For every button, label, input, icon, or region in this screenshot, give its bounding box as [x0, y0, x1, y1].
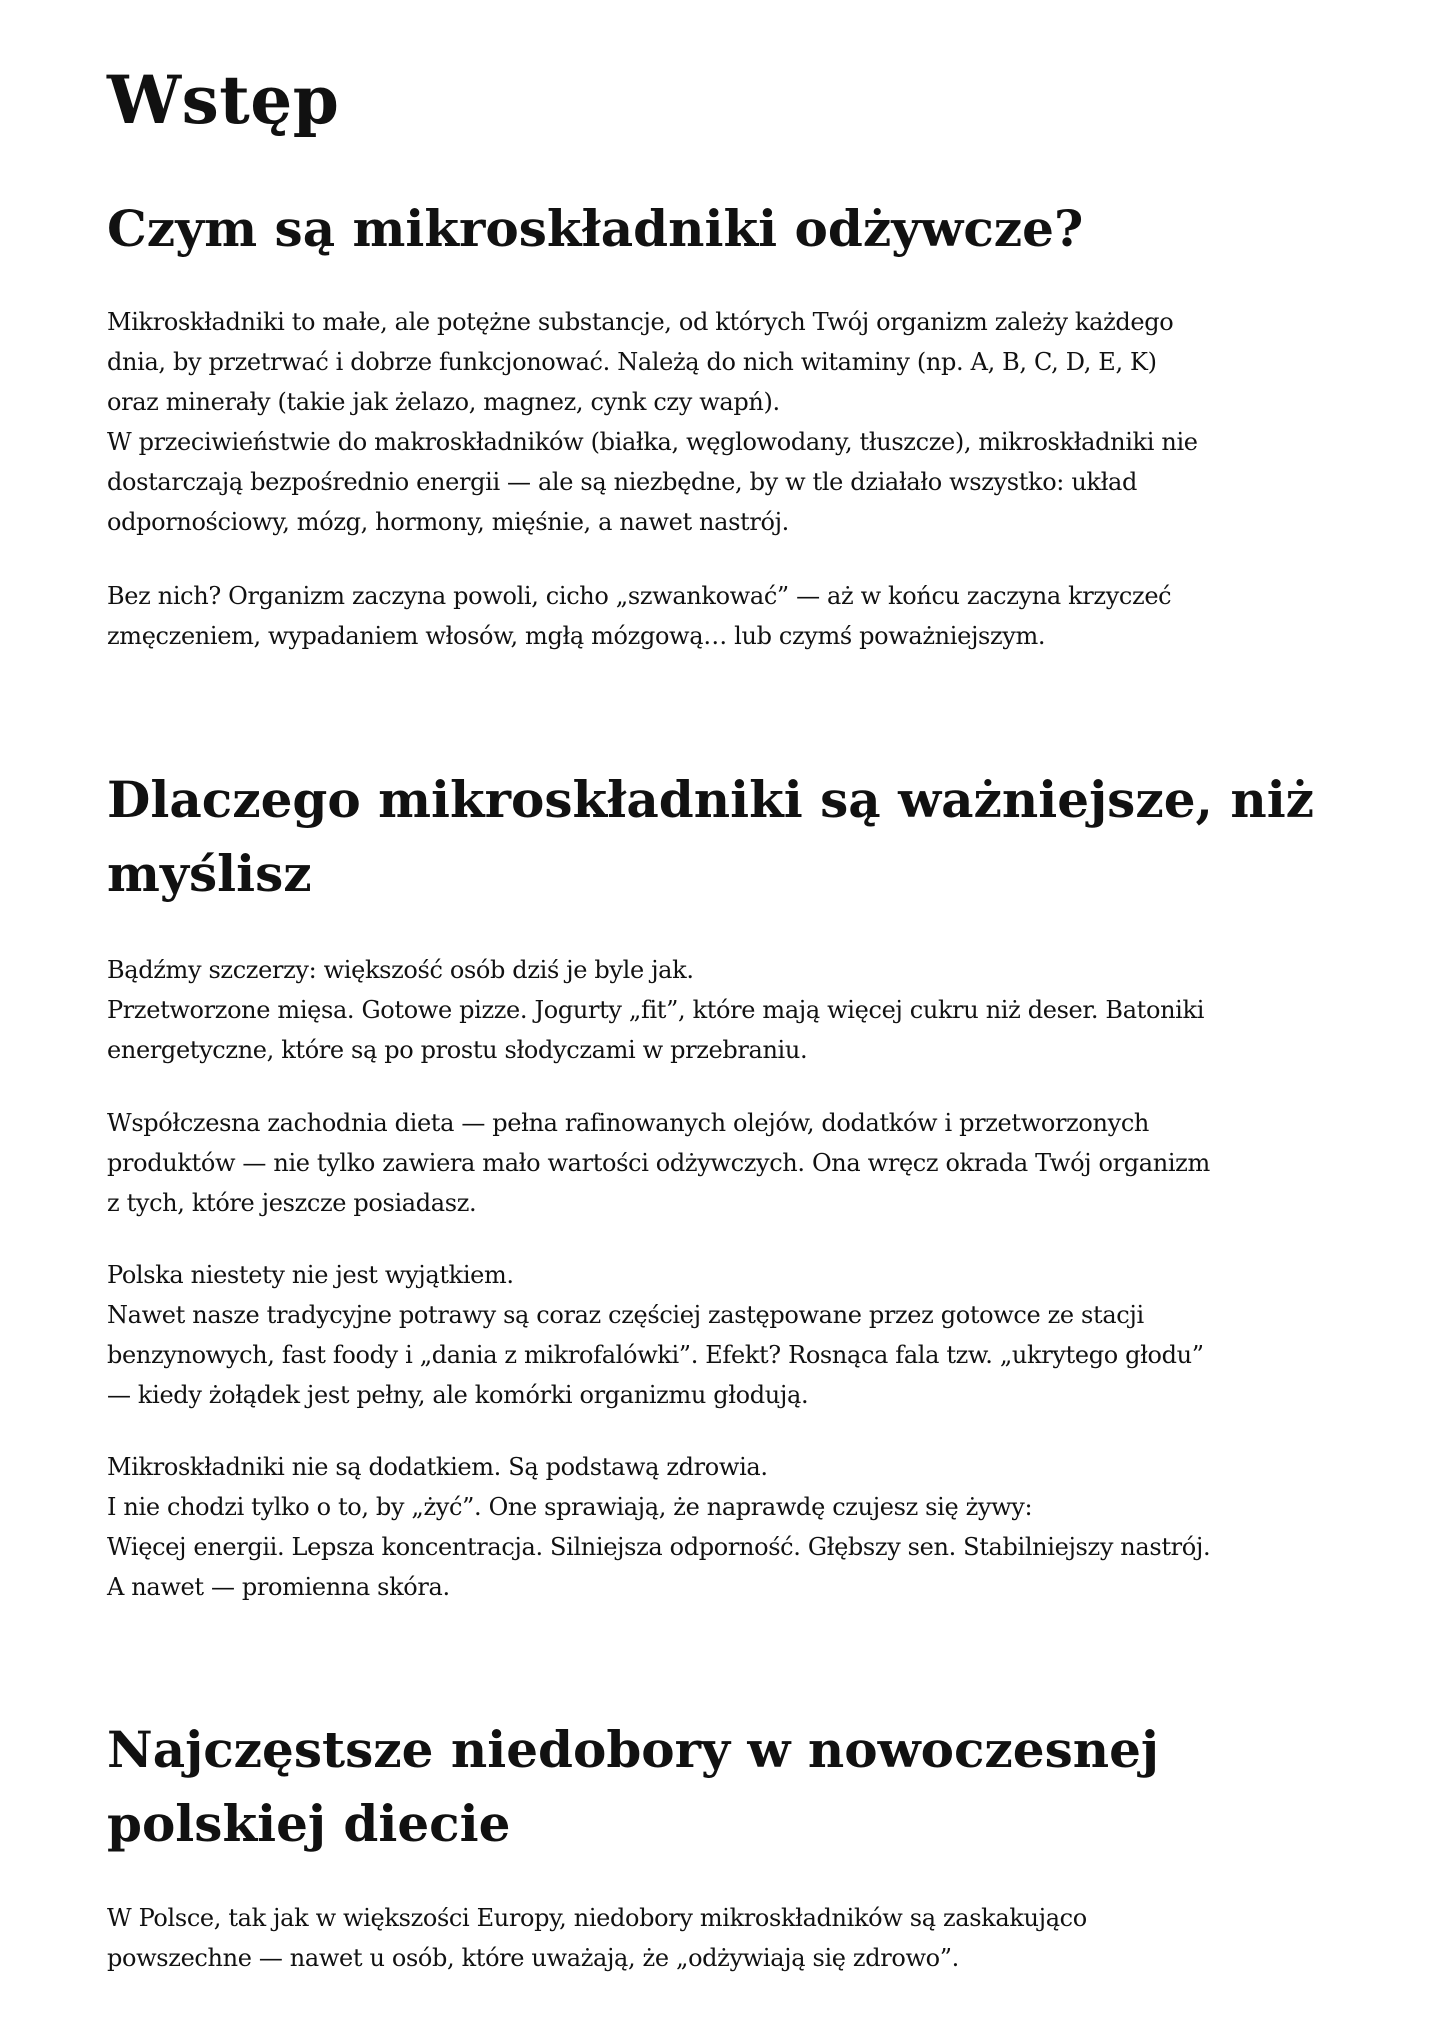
- paragraph: W Polsce, tak jak w większości Europy, niedobory mikroskładników są zaskakująco powszechne — nawet u osób, które uważają, że „odżywiają się zdrowo”.: [107, 1904, 1087, 1972]
- paragraph: Mikroskładniki to małe, ale potężne substancje, od których Twój organizm zależy każdego dnia, by przetrwać i dobrze funkcjonować. Należą do nich witaminy (np. A, B, C, D, E, K) oraz minerały (takie jak żelazo, magnez, cynk czy wapń). W przeciwieństwie do makroskładników (białka, węglowodany, tłuszcze), mikroskładniki nie dostarczają bezpośrednio energii — ale są niezbędne, by w tle działało wszystko: układ odpornościowy, mózg, hormony, mięśnie, a nawet nastrój.: [107, 308, 1198, 536]
- paragraph: Mikroskładniki nie są dodatkiem. Są podstawą zdrowia. I nie chodzi tylko o to, by „żyć”. One sprawiają, że naprawdę czujesz się żywy: Więcej energii. Lepsza koncentracja. Silniejsza odporność. Głębszy sen. Stabilniejszy nastrój. A nawet — promienna skóra.: [107, 1453, 1211, 1601]
- section-heading-micronutrients: Czym są mikroskładniki odżywcze?: [107, 199, 1084, 258]
- paragraph: Bądźmy szczerzy: większość osób dziś je byle jak. Przetworzone mięsa. Gotowe pizze. Jogurty „fit”, które mają więcej cukru niż deser. Batoniki energetyczne, które są po prostu słodyczami w przebraniu.: [107, 956, 1205, 1064]
- paragraph: Polska niestety nie jest wyjątkiem. Nawet nasze tradycyjne potrawy są coraz częściej zastępowane przez gotowce ze stacji benzynowych, fast foody i „dania z mikrofalówki”. Efekt? Rosnąca fala tzw. „ukrytego głodu” — kiedy żołądek jest pełny, ale komórki organizmu głodują.: [107, 1261, 1204, 1409]
- section-heading-deficiencies: Najczęstsze niedobory w nowoczesnej polskiej diecie: [107, 1720, 1160, 1853]
- paragraph: Współczesna zachodnia dieta — pełna rafinowanych olejów, dodatków i przetworzonych produktów — nie tylko zawiera mało wartości odżywczych. Ona wręcz okrada Twój organizm z tych, które jeszcze posiadasz.: [107, 1109, 1210, 1217]
- page-title: Wstęp: [107, 61, 340, 139]
- section-heading-importance: Dlaczego mikroskładniki są ważniejsze, niż myślisz: [107, 770, 1315, 903]
- paragraph: Bez nich? Organizm zaczyna powoli, cicho „szwankować” — aż w końcu zaczyna krzyczeć zmęczeniem, wypadaniem włosów, mgłą mózgową… lub czymś poważniejszym.: [107, 582, 1172, 650]
